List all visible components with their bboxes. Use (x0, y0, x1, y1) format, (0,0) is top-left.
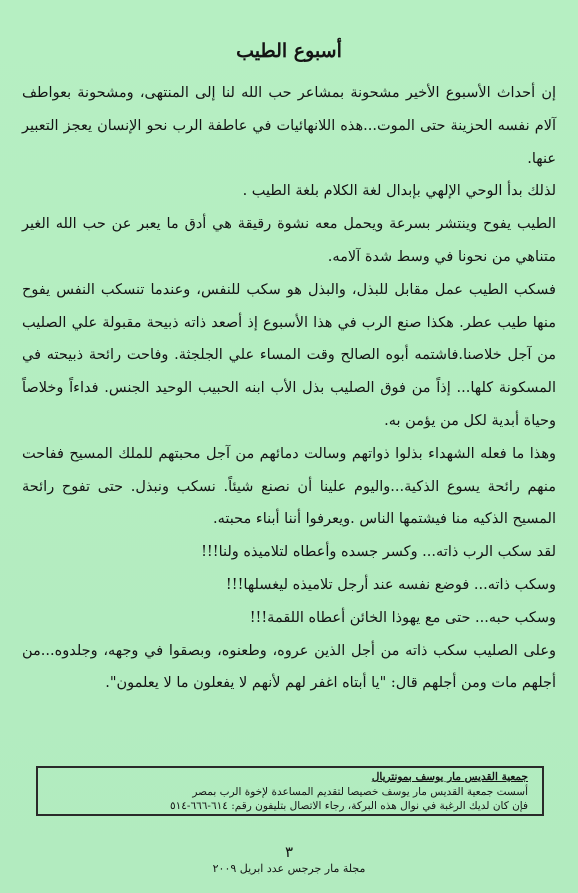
info-box-line-2: فإن كان لديك الرغبة في نوال هذه البركة، رجاء الاتصال بتليفون رقم: ٦١٤-٦٦٦-٥١٤ (169, 800, 528, 812)
paragraph-1: إن أحداث الأسبوع الأخير مشحونة بمشاعر حب الله لنا إلى المنتهى، ومشحونة بعواطف آلام نفسه الحزينة حتى الموت...هذه اللانهائيات في عاطفة الرب نحو الإنسان يعجز التعبير عنها. (22, 85, 556, 167)
paragraph-9: وعلى الصليب سكب ذاته من أجل الذين عروه، وطعنوه، وبصقوا في وجهه، وجلدوه...من أجلهم مات ومن أجلهم قال: "يا أبتاه اغفر لهم لأنهم لا يفعلون ما لا يعلمون". (22, 642, 556, 692)
paragraph-3: الطيب يفوح وينتشر بسرعة ويحمل معه نشوة رقيقة هي أدق ما يعبر عن حب الله الغير متناهي من نحونا في وسط شدة آلامه. (22, 216, 556, 265)
article-body (22, 77, 556, 700)
paragraph-2: لذلك بدأ الوحي الإلهي بإبدال لغة الكلام بلغة الطيب . (242, 183, 556, 200)
paragraph-4: فسكب الطيب عمل مقابل للبذل، والبذل هو سكب للنفس، وعندما تنسكب النفس يفوح منها طيب عطر. هكذا صنع الرب في هذا الأسبوع إذ أصعد ذاته ذبيحة مقبولة علي الصليب من آجل خلاصنا.فاشتمه أبوه الصالح وقت المساء علي الجلجثة. وفاحت رائحة ذبيحته في المسكونة كلها... إذاً من فوق الصليب بذل الأب ابنه الحبيب الوحيد الجنس. فداءاً وخلاصاً وحياة أبدية لكل من يؤمن به. (22, 281, 556, 429)
page-number: ٣ (284, 843, 294, 861)
association-info-box (36, 766, 544, 816)
paragraph-8: وسكب حبه... حتى مع يهوذا الخائن أعطاه اللقمة!!! (249, 609, 556, 626)
paragraph-6: لقد سكب الرب ذاته... وكسر جسده وأعطاه لتلاميذه ولنا!!! (201, 544, 556, 561)
info-box-line-1: أسست جمعية القديس مار يوسف خصيصا لتقديم المساعدة لإخوة الرب بمصر (192, 785, 528, 798)
paragraph-7: وسكب ذاته... فوضع نفسه عند أرجل تلاميذه ليغسلها!!! (225, 576, 556, 593)
article-title: أسبوع الطيب (236, 40, 342, 62)
paragraph-5: وهذا ما فعله الشهداء بذلوا ذواتهم وسالت دمائهم من آجل محبتهم للملك المسيح ففاحت منهم رائحة يسوع الذكية...واليوم علينا أن نصنع شيئاً. نسكب ونبذل. حتى تفوح رائحة المسيح الذكيه منا فيشتمها الناس .ويعرفوا أننا أبناء محبته. (22, 445, 556, 528)
info-box-title: جمعية القديس مار يوسف بمونتريال (371, 771, 528, 783)
publication-footer: مجلة مار جرجس عدد ابريل ٢٠٠٩ (212, 862, 366, 875)
